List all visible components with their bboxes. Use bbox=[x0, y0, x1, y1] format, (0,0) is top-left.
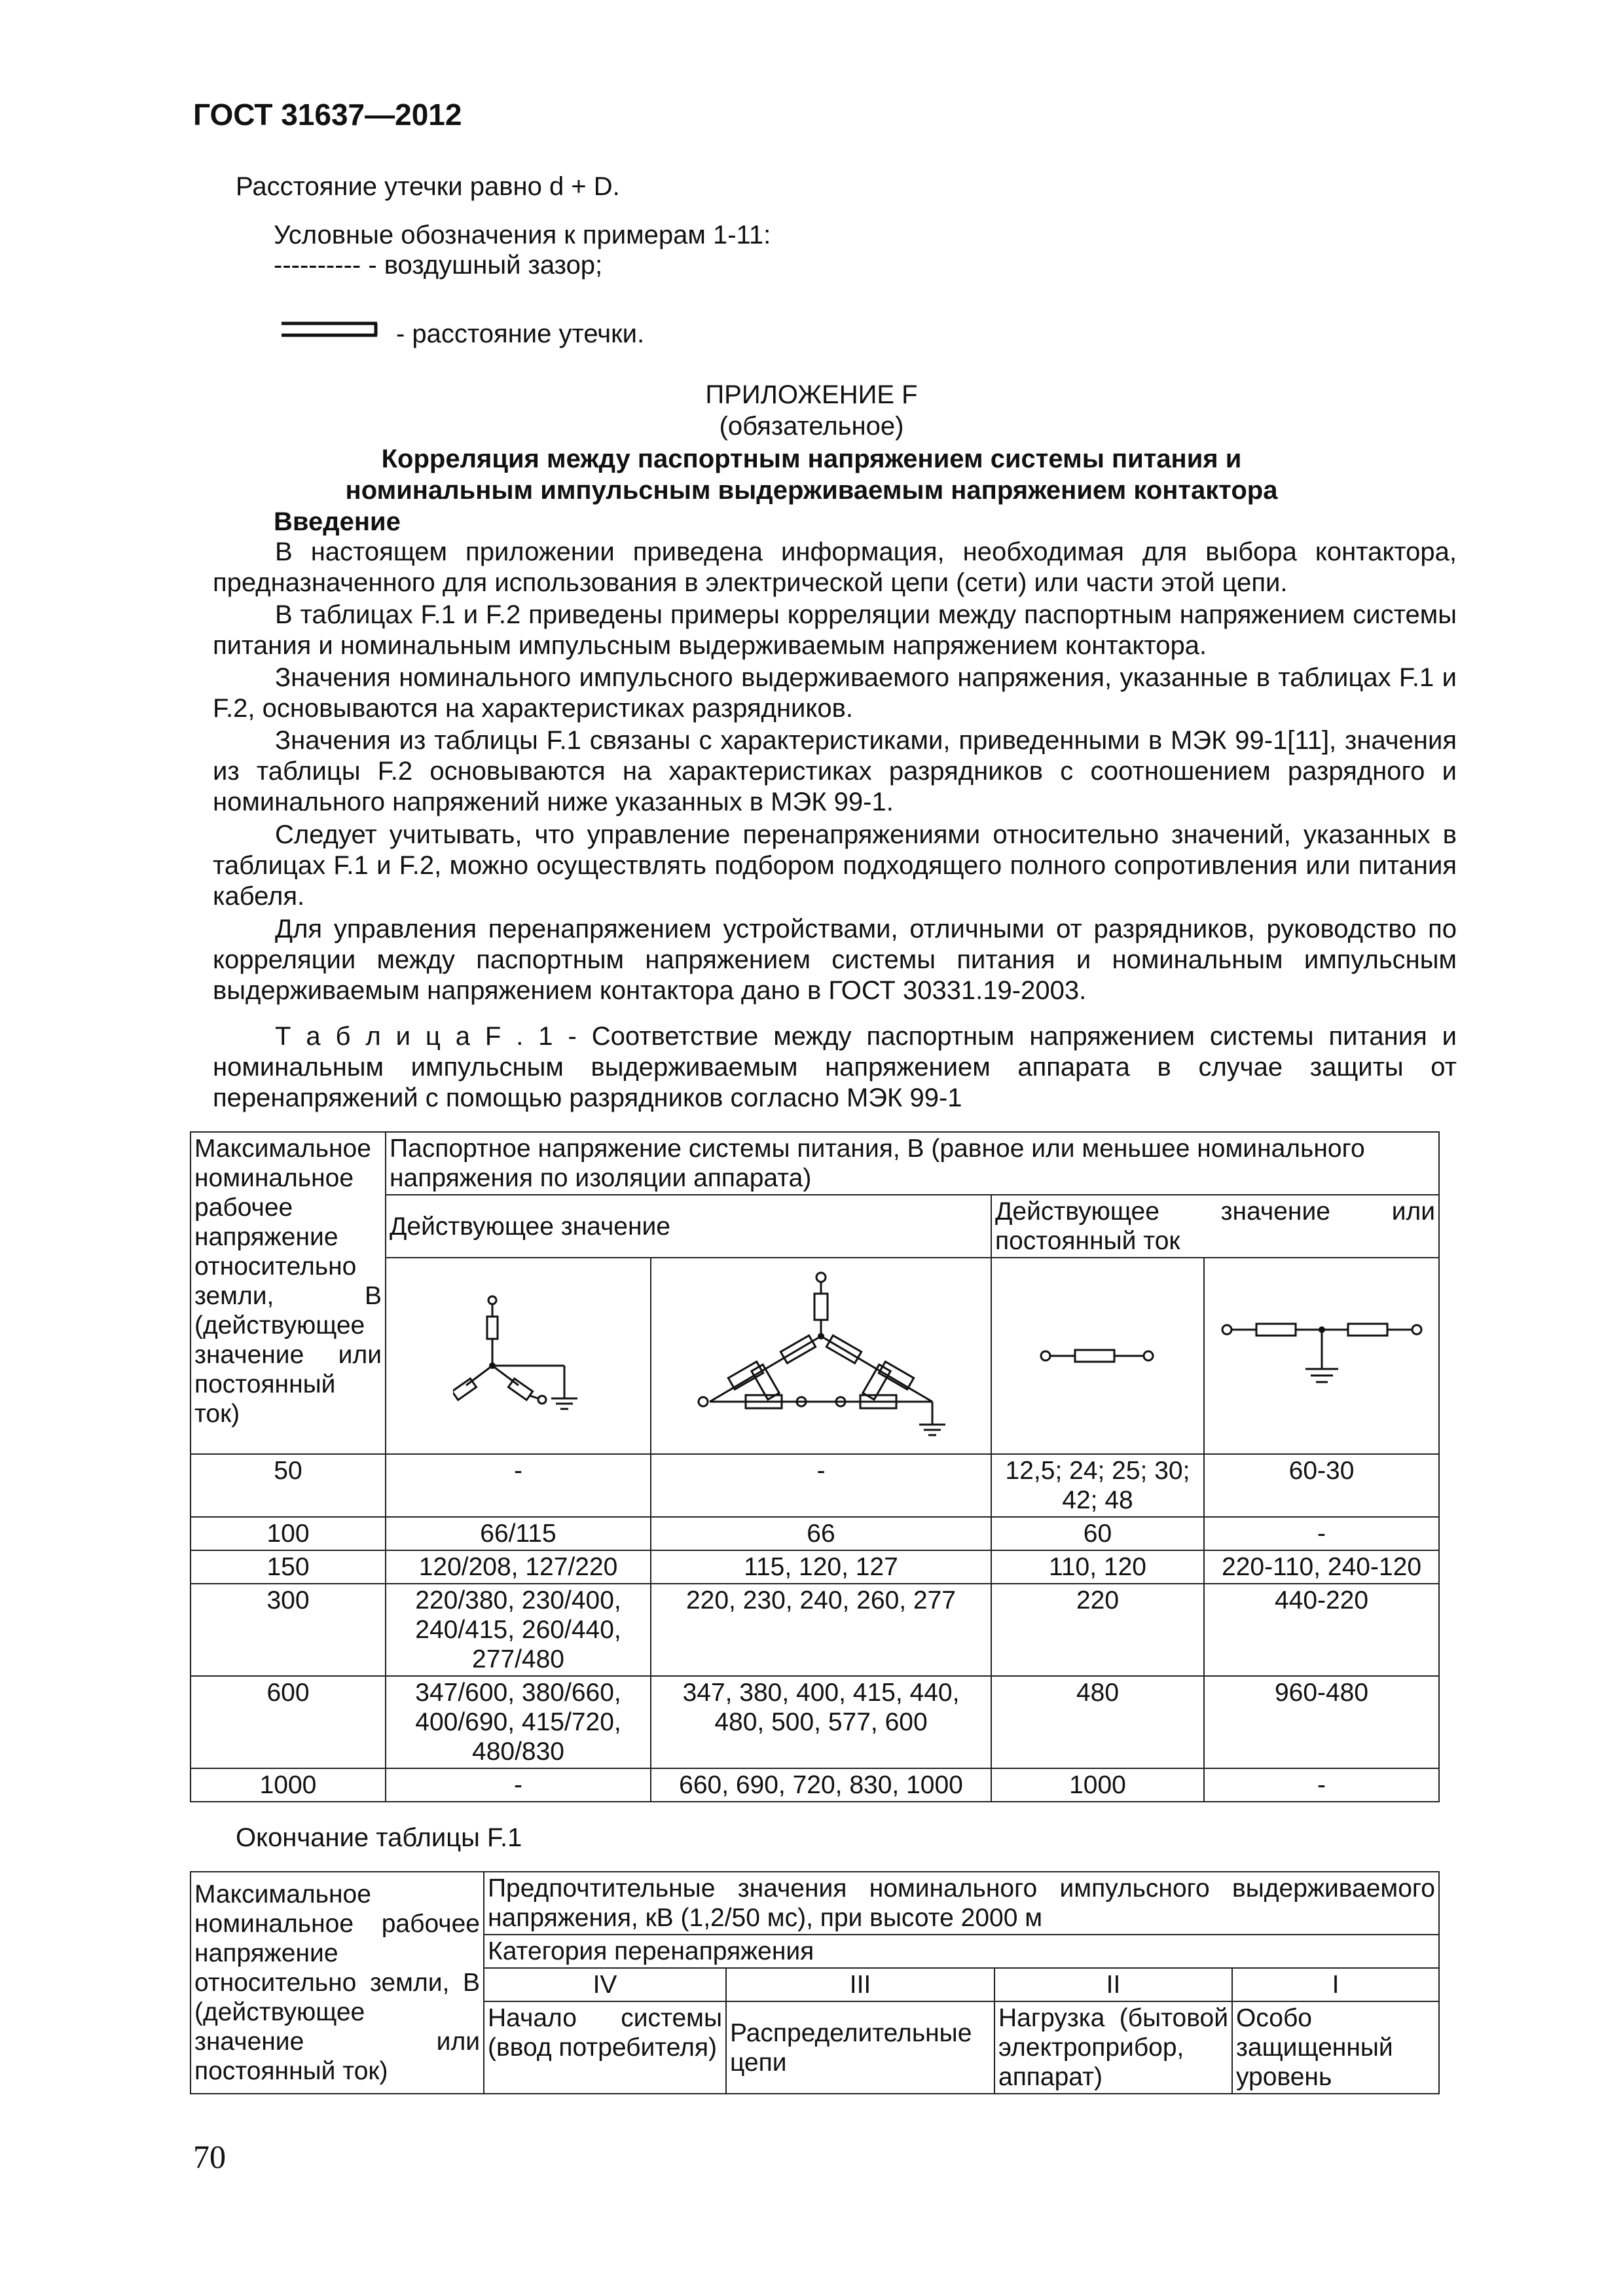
diagram-double-cell bbox=[1204, 1258, 1439, 1454]
table-f1-subheader-acdc: Действующее значение или постоянный ток bbox=[991, 1195, 1439, 1258]
leakage-sum-line: Расстояние утечки равно d + D. bbox=[236, 172, 620, 201]
category-ii-name: Нагрузка (бытовой электроприбор, аппарат) bbox=[994, 2001, 1232, 2094]
delta-connection-icon bbox=[684, 1271, 958, 1441]
legend-air-gap: ---------- - воздушный зазор; bbox=[274, 251, 603, 280]
paragraph-4: Значения из таблицы F.1 связаны с характеристиками, приведенными в МЭК 99-1[11], значения из таблицы F.2 основываются на характеристиках разрядников с соотношением разрядного и номинального напряжений ниже указанных в МЭК 99-1. bbox=[213, 726, 1457, 816]
diagram-single-cell bbox=[991, 1258, 1204, 1454]
table-f1-row: 50 - - 12,5; 24; 25; 30; 42; 48 60-30 bbox=[191, 1454, 1439, 1517]
table-f1-row: 1000 - 660, 690, 720, 830, 1000 1000 - bbox=[191, 1768, 1439, 1802]
table-f1-row: 100 66/115 66 60 - bbox=[191, 1517, 1439, 1550]
table-f1 bbox=[190, 1131, 1440, 1802]
appendix-subtitle: (обязательное) bbox=[719, 412, 904, 441]
table-f1-col0-header: Максимальное номинальное рабочее напряжение относительно земли, В (действующее значение или постоянный ток) bbox=[191, 1132, 386, 1454]
table-f1-end-caption: Окончание таблицы F.1 bbox=[236, 1823, 522, 1852]
category-iii: III bbox=[726, 1968, 994, 2001]
appendix-title: ПРИЛОЖЕНИЕ F bbox=[705, 380, 918, 409]
paragraph-6: Для управления перенапряжением устройствами, отличными от разрядников, руководство по корреляции между паспортным напряжением системы питания и номинальным импульсным выдерживаемым напряжением контактора дано в ГОСТ 30331.19-2003. bbox=[213, 915, 1457, 1005]
table-f1-end-category-header: Категория перенапряжения bbox=[484, 1935, 1439, 1968]
document-header: ГОСТ 31637—2012 bbox=[193, 98, 462, 132]
page-number: 70 bbox=[193, 2138, 226, 2175]
table-f1-caption bbox=[213, 1021, 1457, 1114]
appendix-heading-2: номинальным импульсным выдерживаемым напряжением контактора bbox=[345, 476, 1278, 505]
single-resistor-icon bbox=[1039, 1343, 1157, 1369]
paragraph-5: Следует учитывать, что управление перенапряжениями относительно значений, указанных в таблицах F.1 и F.2, можно осуществлять подбором подходящего полного сопротивления или питания кабеля. bbox=[213, 820, 1457, 911]
diagram-star-cell bbox=[386, 1258, 651, 1454]
paragraph-2: В таблицах F.1 и F.2 приведены примеры корреляции между паспортным напряжением системы питания и номинальным импульсным выдерживаемым напряжением контактора. bbox=[213, 600, 1457, 660]
paragraph-1: В настоящем приложении приведена информация, необходимая для выбора контактора, предназначенного для использования в электрической цепи (сети) или части этой цепи. bbox=[213, 538, 1457, 597]
appendix-heading-1: Корреляция между паспортным напряжением системы питания и bbox=[381, 445, 1242, 473]
table-f1-row: 300 220/380, 230/400, 240/415, 260/440, 277/480 220, 230, 240, 260, 277 220 440-220 bbox=[191, 1584, 1439, 1676]
table-f1-row: 600 347/600, 380/660, 400/690, 415/720, 480/830 347, 380, 400, 415, 440, 480, 500, 577, 600 480 960-480 bbox=[191, 1676, 1439, 1768]
leakage-symbol-icon bbox=[280, 319, 378, 340]
table-f1-caption-label: Т а б л и ц а F . 1 bbox=[275, 1022, 553, 1051]
star-connection-icon bbox=[453, 1294, 584, 1418]
table-f1-end bbox=[190, 1871, 1440, 2094]
table-f1-end-group-header: Предпочтительные значения номинального импульсного выдерживаемого напряжения, кВ (1,2/50 мс), при высоте 2000 м bbox=[484, 1872, 1439, 1935]
double-resistor-icon bbox=[1220, 1317, 1423, 1395]
paragraph-3: Значения номинального импульсного выдерживаемого напряжения, указанные в таблицах F.1 и F.2, основываются на характеристиках разрядников. bbox=[213, 663, 1457, 723]
intro-title: Введение bbox=[274, 507, 401, 536]
category-i-name: Особо защищенный уровень bbox=[1232, 2001, 1439, 2094]
category-iv-name: Начало системы (ввод потребителя) bbox=[484, 2001, 726, 2094]
table-f1-row: 150 120/208, 127/220 115, 120, 127 110, 120 220-110, 240-120 bbox=[191, 1550, 1439, 1584]
table-f1-subheader-ac: Действующее значение bbox=[386, 1195, 991, 1258]
legend-title: Условные обозначения к примерам 1-11: bbox=[274, 221, 771, 249]
table-f1-caption-text: - Соответствие между паспортным напряжением системы питания и номинальным импульсным выдерживаемым напряжением аппарата в случае защиты от перенапряжений с помощью разрядников согласно МЭК 99-1 bbox=[213, 1022, 1457, 1112]
category-iv: IV bbox=[484, 1968, 726, 2001]
table-f1-group-header: Паспортное напряжение системы питания, В (равное или меньшее номинального напряжения по изоляции аппарата) bbox=[386, 1132, 1439, 1195]
legend-leakage: - расстояние утечки. bbox=[396, 319, 645, 348]
category-ii: II bbox=[994, 1968, 1232, 2001]
category-iii-name: Распределительные цепи bbox=[726, 2001, 994, 2094]
diagram-delta-cell bbox=[651, 1258, 991, 1454]
table-f1-end-col0-header: Максимальное номинальное рабочее напряжение относительно земли, В (действующее значение или постоянный ток) bbox=[191, 1872, 484, 2094]
category-i: I bbox=[1232, 1968, 1439, 2001]
